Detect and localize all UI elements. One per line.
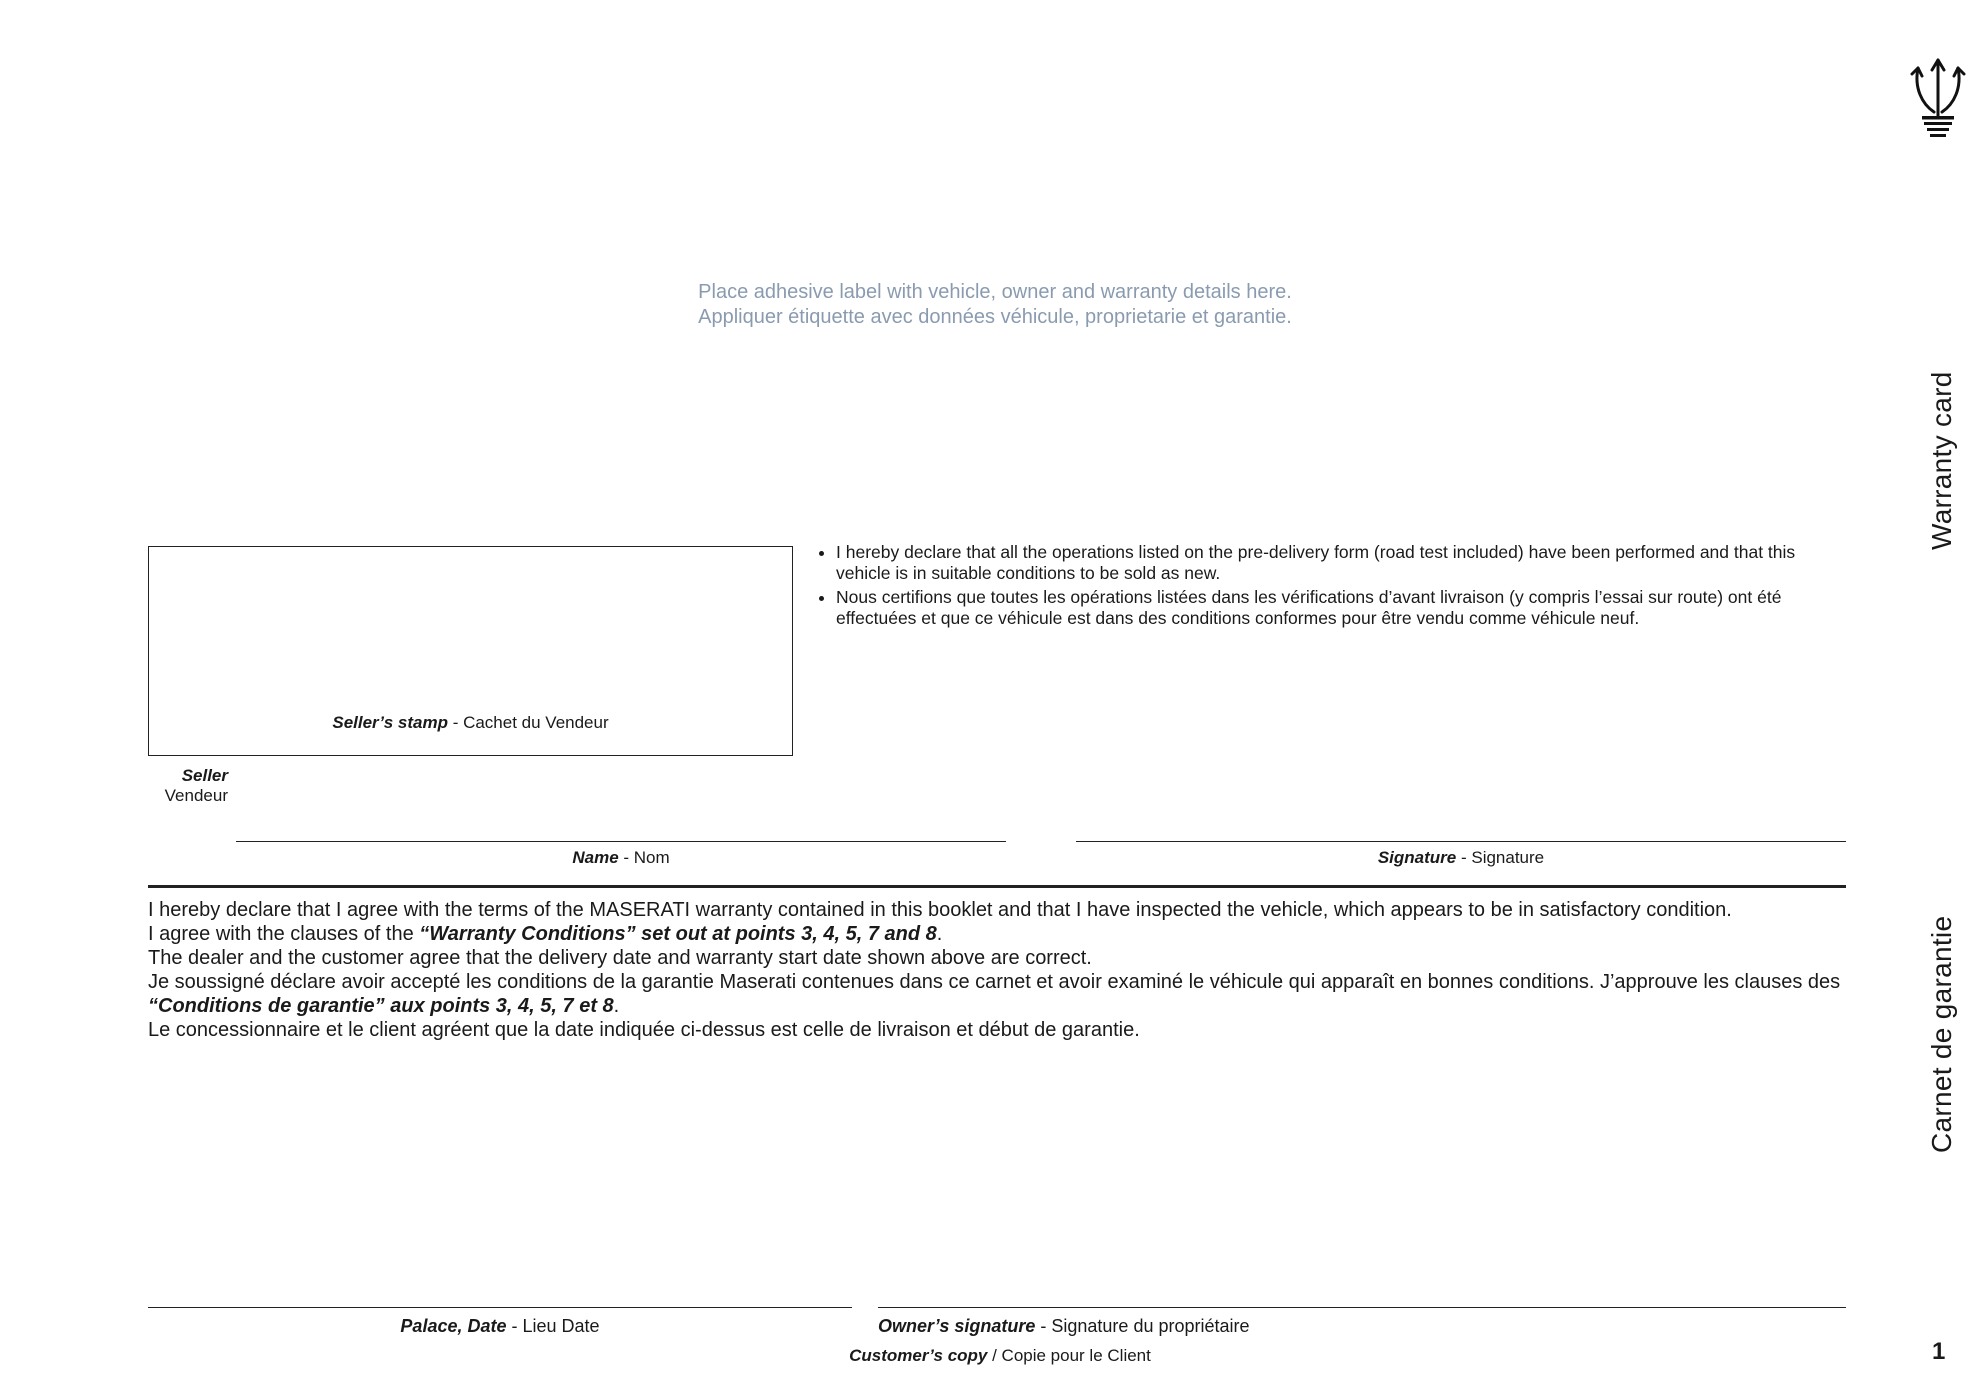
name-signature-line	[236, 841, 1006, 842]
name-caption-en: Name	[572, 848, 619, 867]
customer-copy-en: Customer’s copy	[849, 1346, 988, 1365]
seller-label-fr: Vendeur	[164, 786, 228, 805]
signature-caption	[1076, 848, 1846, 868]
conditions-de-garantie-reference: “Conditions de garantie” aux points 3, 4, 5, 7 et 8	[148, 995, 614, 1017]
owner-signature-caption	[878, 1316, 1250, 1337]
place-date-caption-fr: - Lieu Date	[506, 1316, 600, 1336]
declaration-item-fr: • Nous certifions que toutes les opérations listées dans les vérifications d’avant livraison (y compris l’essai sur route) ont été effectuées et que ce véhicule est dans des conditions conformes pour être vendu comme véhicule neuf.	[836, 587, 1847, 629]
owner-signature-caption-fr: - Signature du propriétaire	[1035, 1316, 1250, 1336]
seller-stamp-caption-en: Seller’s stamp	[332, 713, 448, 732]
owner-agreement-text	[148, 898, 1848, 1042]
seller-stamp-caption-fr: - Cachet du Vendeur	[447, 713, 609, 732]
customer-copy-fr: / Copie pour le Client	[987, 1346, 1151, 1365]
agreement-line	[148, 922, 1848, 946]
seller-stamp-box	[148, 546, 793, 756]
section-divider	[148, 885, 1846, 888]
agreement-line: The dealer and the customer agree that the delivery date and warranty start date shown above are correct.	[148, 947, 1092, 969]
name-caption-fr: - Nom	[618, 848, 670, 867]
seller-signature-line	[1076, 841, 1846, 842]
agreement-text: Je soussigné déclare avoir accepté les conditions de la garantie Maserati contenues dans ce carnet et avoir examiné le véhicule qui apparaît en bonnes conditions. J’approuve les clauses des	[148, 971, 1841, 993]
place-date-line	[148, 1307, 852, 1308]
signature-caption-en: Signature	[1377, 848, 1457, 867]
page-number: 1	[1932, 1338, 1946, 1365]
agreement-line: I hereby declare that I agree with the terms of the MASERATI warranty contained in this booklet and that I have inspected the vehicle, which appears to be in satisfactory condition.	[148, 899, 1732, 921]
warranty-conditions-reference: “Warranty Conditions” set out at points 3, 4, 5, 7 and 8	[419, 923, 937, 945]
place-date-caption-en: Palace, Date	[400, 1316, 507, 1336]
declaration-item-en: • I hereby declare that all the operations listed on the pre-delivery form (road test included) have been performed and that this vehicle is in suitable conditions to be sold as new.	[836, 542, 1847, 584]
side-label-warranty-card: Warranty card	[1926, 371, 1957, 550]
place-date-caption	[148, 1316, 852, 1337]
adhesive-label-area	[560, 280, 1430, 330]
seller-label	[148, 766, 228, 806]
seller-stamp-caption	[149, 713, 792, 733]
name-caption	[236, 848, 1006, 868]
label-instruction-en: Place adhesive label with vehicle, owner and warranty details here.	[698, 281, 1292, 303]
signature-caption-fr: - Signature	[1456, 848, 1545, 867]
customer-copy-caption	[500, 1346, 1500, 1366]
agreement-text: I agree with the clauses of the	[148, 923, 420, 945]
dealer-declarations	[812, 542, 1847, 632]
owner-signature-caption-en: Owner’s signature	[878, 1316, 1036, 1336]
maserati-trident-icon	[1908, 58, 1968, 140]
seller-label-en: Seller	[181, 766, 228, 785]
agreement-line	[148, 970, 1848, 1018]
label-instruction-fr: Appliquer étiquette avec données véhicule, proprietarie et garantie.	[698, 306, 1292, 328]
owner-signature-line	[878, 1307, 1846, 1308]
agreement-text: .	[613, 995, 620, 1017]
side-label-carnet-de-garantie: Carnet de garantie	[1926, 915, 1957, 1153]
agreement-line: Le concessionnaire et le client agréent que la date indiquée ci-dessus est celle de livraison et début de garantie.	[148, 1019, 1140, 1041]
agreement-text: .	[936, 923, 943, 945]
